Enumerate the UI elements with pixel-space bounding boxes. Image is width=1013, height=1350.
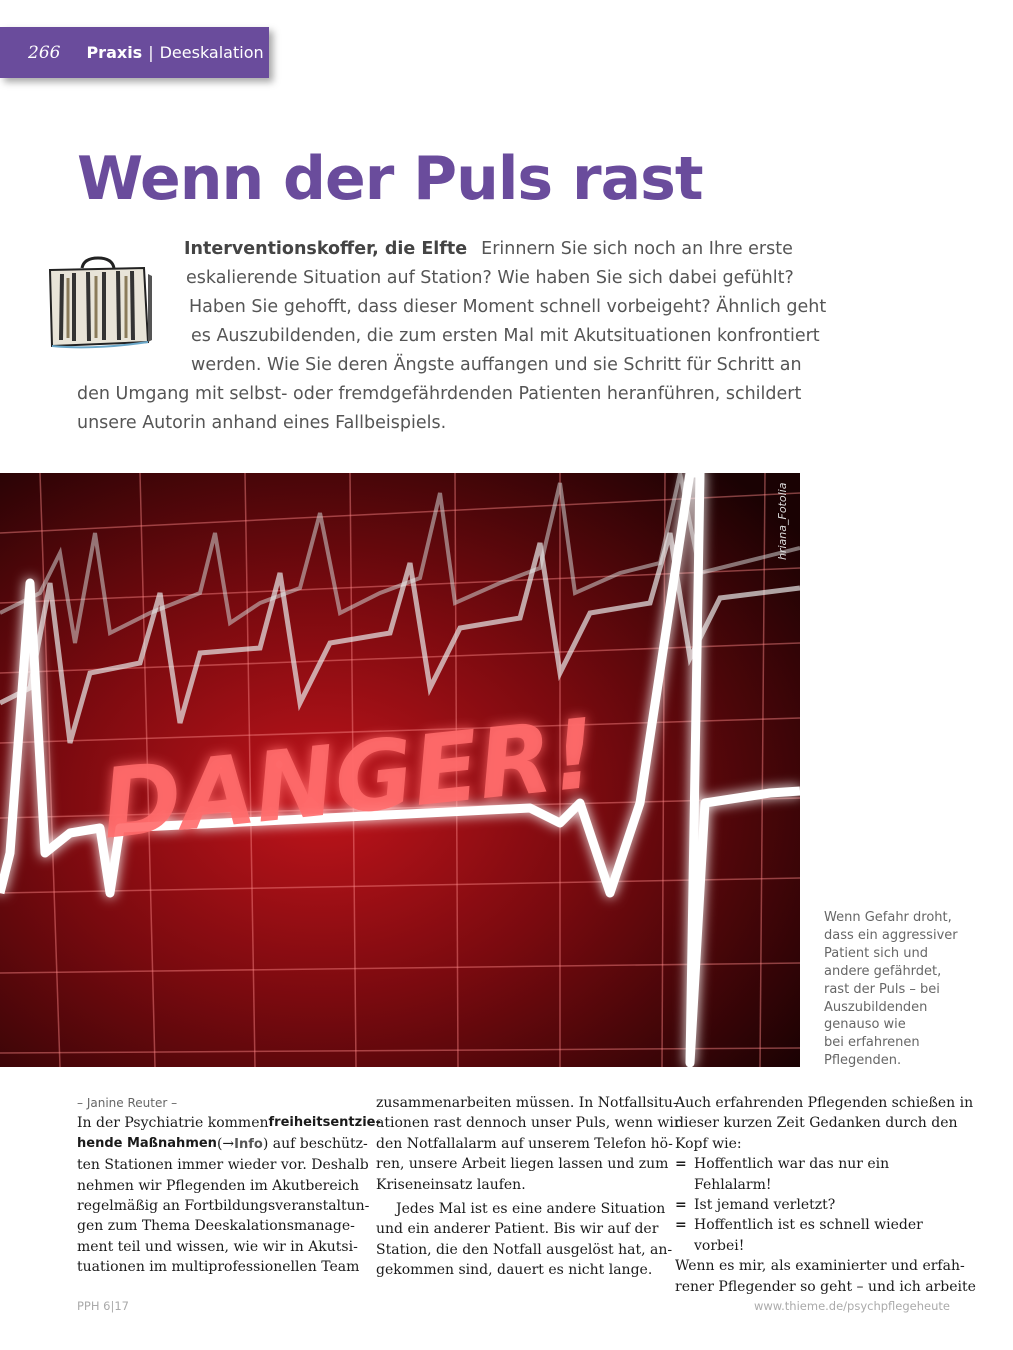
body-text: ) auf beschütz- <box>262 1135 368 1152</box>
body-line: ren, unsere Arbeit liegen lassen und zum <box>376 1156 669 1173</box>
body-column-3 <box>675 1093 976 1297</box>
body-line: regelmäßig an Fortbildungsveranstaltun- <box>77 1198 370 1215</box>
page-number: 266 <box>28 42 61 63</box>
bullet-icon: = <box>675 1156 687 1173</box>
list-item-text: Ist jemand verletzt? <box>694 1197 836 1214</box>
section-header-tab <box>0 27 269 78</box>
body-line: ment teil und wissen, wie wir in Akutsi- <box>77 1238 358 1255</box>
body-line: den Notfallalarm auf unserem Telefon hö- <box>376 1135 673 1152</box>
intro-text: Erinnern Sie sich noch an Ihre erste <box>481 239 793 259</box>
bullet-icon: = <box>675 1217 687 1234</box>
body-column-2 <box>376 1093 681 1281</box>
intro-line-7: unsere Autorin anhand eines Fallbeispiels. <box>77 413 447 433</box>
bullet-icon: = <box>675 1197 687 1214</box>
caption-line: Wenn Gefahr droht, <box>824 910 952 925</box>
footer-issue: PPH 6|17 <box>77 1299 129 1313</box>
caption-line: Auszubildenden <box>824 999 928 1015</box>
photo-caption <box>824 909 984 1070</box>
body-line: Jedes Mal ist es eine andere Situation <box>396 1201 666 1218</box>
topic-label: Deeskalation <box>159 43 264 62</box>
intro-line-4: es Auszubildenden, die zum ersten Mal mit Akutsituationen konfrontiert <box>191 326 820 346</box>
body-line: rener Pflegender so geht – und ich arbeite <box>675 1278 976 1295</box>
info-link[interactable]: Info <box>234 1136 263 1152</box>
caption-line: genauso wie <box>824 1017 906 1033</box>
article-title: Wenn der Puls rast <box>77 144 703 214</box>
danger-photo <box>0 473 800 1067</box>
body-line: gekommen sind, dauert es nicht lange. <box>376 1262 653 1279</box>
body-line <box>77 1113 381 1133</box>
body-line: ten Stationen immer wieder vor. Deshalb <box>77 1157 369 1174</box>
body-line: gen zum Thema Deeskalationsmanage- <box>77 1218 355 1235</box>
author-byline: – Janine Reuter – <box>77 1096 178 1110</box>
body-line: nehmen wir Pflegenden im Akutbereich <box>77 1177 359 1194</box>
photo-credit: hriana_Fotolia <box>776 482 789 560</box>
body-line <box>77 1134 368 1155</box>
suitcase-icon <box>44 254 152 350</box>
photo-headline: DANGER! <box>96 697 602 861</box>
list-item-text: Hoffentlich ist es schnell wieder <box>694 1217 923 1234</box>
bold-term: freiheitsentzie- <box>268 1115 381 1131</box>
bold-term: hende Maßnahmen <box>77 1135 217 1151</box>
intro-kicker: Interventionskoffer, die Elfte <box>184 239 468 259</box>
intro-line-2: eskalierende Situation auf Station? Wie haben Sie sich dabei gefühlt? <box>186 268 794 288</box>
body-line: tuationen im multiprofessionellen Team <box>77 1259 360 1276</box>
body-line: zusammenarbeiten müssen. In Notfallsitu- <box>376 1095 678 1111</box>
list-item-continuation: vorbei! <box>694 1237 745 1254</box>
caption-line: Patient sich und <box>824 945 929 961</box>
caption-line: Pflegenden. <box>824 1053 902 1069</box>
body-line: Kriseneinsatz laufen. <box>376 1176 526 1193</box>
list-item <box>675 1215 949 1235</box>
intro-line-3: Haben Sie gehofft, dass dieser Moment schnell vorbeigeht? Ähnlich geht <box>189 297 827 317</box>
body-text: In der Psychiatrie kommen <box>77 1115 269 1132</box>
intro-line-1 <box>184 239 793 259</box>
arrow-ref: (→ <box>216 1135 235 1152</box>
list-item <box>675 1154 949 1195</box>
footer-url[interactable]: www.thieme.de/psychpflegeheute <box>753 1299 950 1313</box>
body-line: Station, die den Notfall ausgelöst hat, an- <box>376 1241 673 1258</box>
body-line: Wenn es mir, als examinierter und erfah- <box>675 1258 965 1275</box>
caption-line: bei erfahrenen <box>824 1035 920 1051</box>
intro-line-5: werden. Wie Sie deren Ängste auffangen und sie Schritt für Schritt an <box>191 355 802 375</box>
caption-line: dass ein aggressiver <box>824 927 958 943</box>
section-label: Praxis <box>86 43 143 62</box>
intro-line-6: den Umgang mit selbst- oder fremdgefährdenden Patienten heranführen, schildert <box>77 384 802 404</box>
body-line: dieser kurzen Zeit Gedanken durch den <box>675 1115 958 1132</box>
caption-line: andere gefährdet, <box>824 963 942 979</box>
list-item-text: Hoffentlich war das nur ein Fehlalarm! <box>694 1156 890 1193</box>
caption-line: rast der Puls – bei <box>824 981 940 997</box>
body-column-1 <box>77 1093 381 1278</box>
body-line: ationen rast dennoch unser Puls, wenn wir <box>376 1115 681 1132</box>
list-item <box>675 1195 949 1215</box>
body-line: Kopf wie: <box>675 1135 742 1152</box>
header-separator: | <box>148 43 154 62</box>
body-line: und ein anderer Patient. Bis wir auf der <box>376 1221 659 1238</box>
body-line: Auch erfahrenden Pflegenden schießen in <box>675 1095 974 1111</box>
